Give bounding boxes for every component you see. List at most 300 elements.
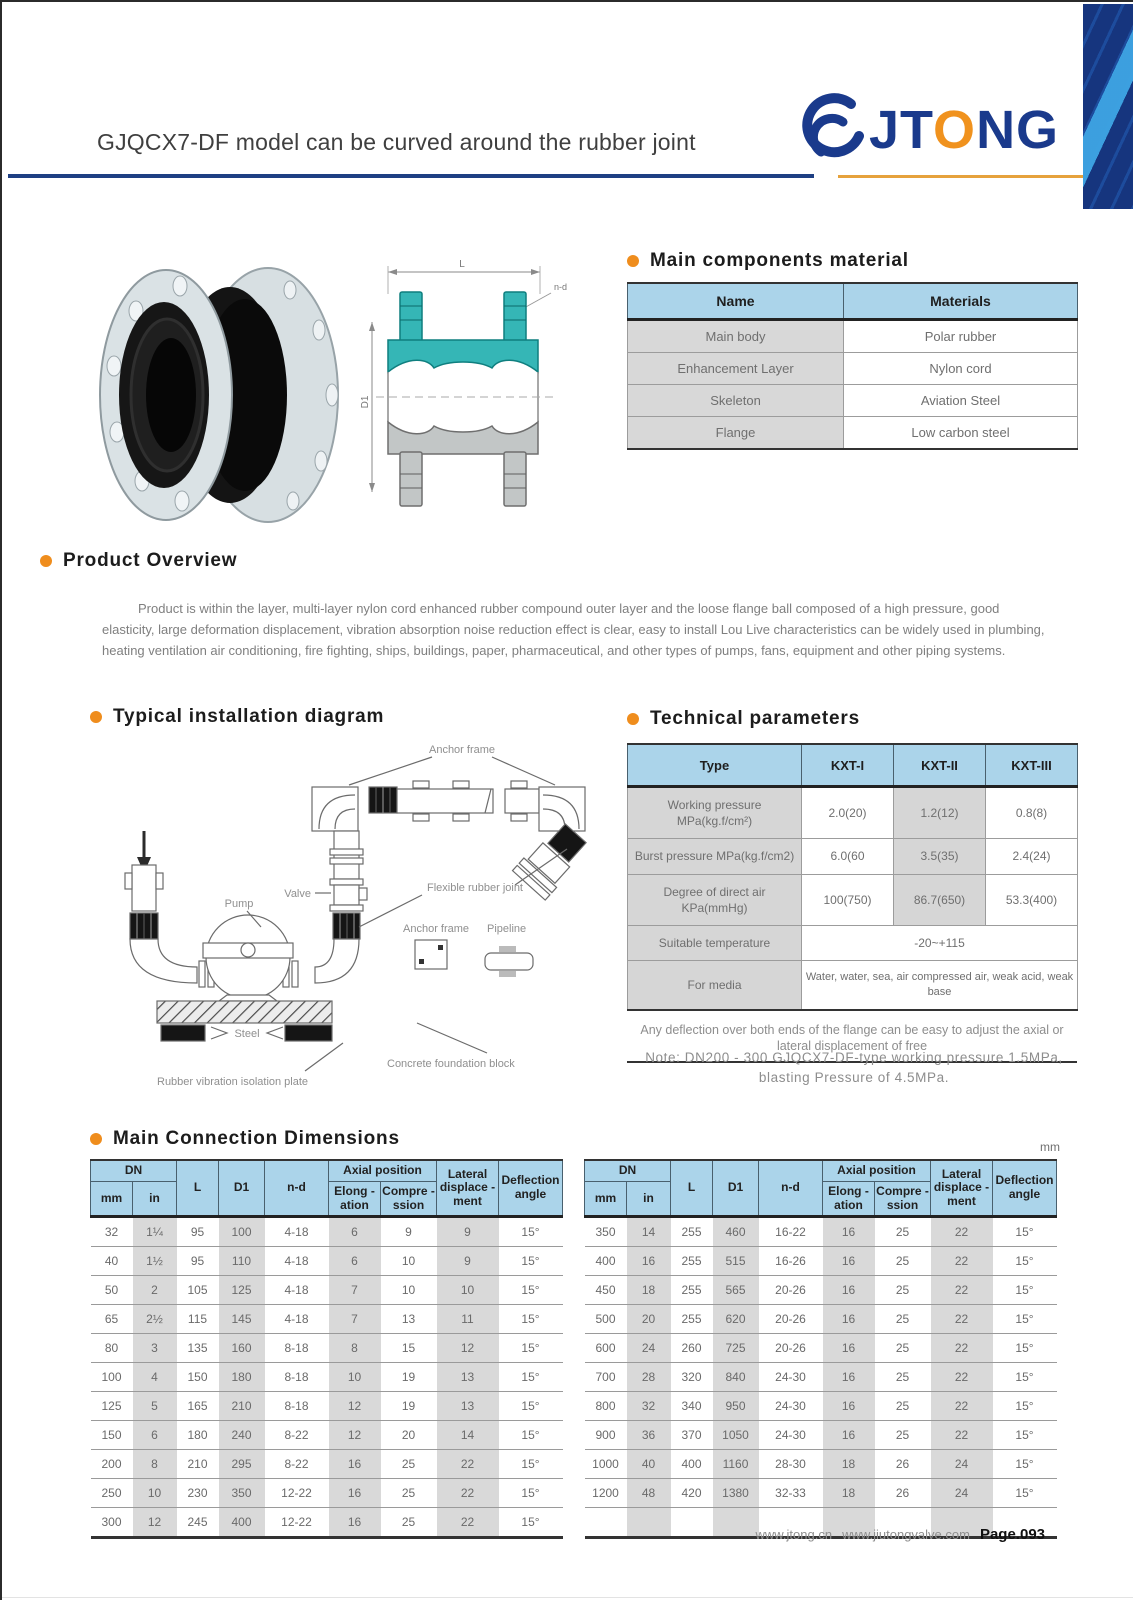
table-cell: 350 [219,1479,265,1508]
table-cell: 3 [133,1334,177,1363]
table-row [91,1305,563,1334]
table-cell: 4-18 [265,1276,329,1305]
footer-url-jtong: www.jtong.cn [755,1527,833,1542]
table-cell: 19 [381,1363,437,1392]
col-nd: n-d [265,1160,329,1217]
table-row [628,961,1078,1010]
materials-section [627,250,1077,450]
overview-heading [40,550,1052,572]
brand-logo [795,90,1059,170]
table-cell: Aviation Steel [844,385,1078,417]
table-cell: 15 [381,1334,437,1363]
table-cell: 25 [875,1421,931,1450]
table-cell: 230 [177,1479,219,1508]
table-cell: 11 [437,1305,499,1334]
table-cell: 28-30 [759,1450,823,1479]
table-cell: 15° [499,1450,563,1479]
table-cell: 100 [219,1217,265,1247]
table-cell: Skeleton [628,385,844,417]
table-row [91,1247,563,1276]
table-row [628,839,1078,874]
col-compression: Compre -ssion [875,1181,931,1217]
table-cell: 950 [713,1392,759,1421]
table-cell: 16 [823,1334,875,1363]
table-cell: 250 [91,1479,133,1508]
table-cell: 4-18 [265,1247,329,1276]
table-cell: 25 [875,1305,931,1334]
col-mm: mm [585,1181,627,1217]
table-cell: 1050 [713,1421,759,1450]
page-title: GJQCX7-DF model can be curved around the rubber joint [97,129,696,155]
table-cell: 24 [627,1334,671,1363]
table-cell: 15° [993,1479,1057,1508]
table-cell: 8-18 [265,1334,329,1363]
table-header-row [91,1160,563,1181]
param-value: 3.5(35) [894,839,986,874]
dimensions-table-left [90,1159,563,1539]
col-kxt3: KXT-III [986,744,1078,787]
section-bullet-icon [90,1133,102,1145]
table-header-row [585,1160,1057,1181]
table-cell: 15° [499,1217,563,1247]
col-in: in [627,1181,671,1217]
table-cell: 9 [381,1217,437,1247]
table-row [91,1421,563,1450]
col-deflection: Deflection angle [993,1160,1057,1217]
table-cell: 26 [875,1450,931,1479]
table-cell: 16 [329,1479,381,1508]
table-cell: 1000 [585,1450,627,1479]
col-lateral: Lateral displace -ment [931,1160,993,1217]
installation-heading [90,706,384,728]
table-header-row [628,283,1078,320]
table-cell: 9 [437,1247,499,1276]
table-cell: 15° [993,1217,1057,1247]
table-cell: 65 [91,1305,133,1334]
table-cell: 95 [177,1247,219,1276]
col-mm: mm [91,1181,133,1217]
table-cell: 4-18 [265,1305,329,1334]
table-cell: 10 [381,1276,437,1305]
table-cell: 4 [133,1363,177,1392]
table-cell: 15° [993,1276,1057,1305]
table-cell: 8 [329,1334,381,1363]
table-cell: 4-18 [265,1217,329,1247]
table-row [91,1450,563,1479]
section-bullet-icon [627,713,639,725]
table-cell: 10 [133,1479,177,1508]
table-cell: 40 [91,1247,133,1276]
table-cell: 13 [437,1363,499,1392]
product-photo [90,254,342,536]
table-cell: 8-22 [265,1450,329,1479]
dim-label-nd: n-d [554,282,568,292]
table-cell: 10 [329,1363,381,1392]
label-rubber-plate: Rubber vibration isolation plate [157,1076,309,1088]
table-cell: 125 [91,1392,133,1421]
table-cell: 32-33 [759,1479,823,1508]
table-cell: 15° [993,1334,1057,1363]
table-row [91,1392,563,1421]
col-name: Name [628,283,844,320]
table-cell: 14 [627,1217,671,1247]
param-label: For media [628,961,802,1010]
table-cell: 295 [219,1450,265,1479]
dimensions-table-right [584,1159,1057,1539]
label-anchor-frame: Anchor frame [403,923,470,935]
table-cell: 115 [177,1305,219,1334]
table-cell: 8-18 [265,1392,329,1421]
table-row [91,1217,563,1247]
table-cell: 15° [499,1479,563,1508]
table-cell: 15° [993,1247,1057,1276]
table-cell: 13 [437,1392,499,1421]
label-valve: Valve [284,888,311,900]
table-cell: 500 [585,1305,627,1334]
table-cell: 700 [585,1363,627,1392]
col-elongation: Elong -ation [823,1181,875,1217]
label-anchor-frame-top: Anchor frame [428,744,496,756]
table-cell: 25 [875,1276,931,1305]
table-cell: 20 [627,1305,671,1334]
table-cell: 240 [219,1421,265,1450]
table-cell: 24-30 [759,1363,823,1392]
label-pipeline: Pipeline [487,923,527,935]
header-rule-blue [8,174,814,178]
table-cell [713,1508,759,1538]
table-cell: 18 [627,1276,671,1305]
section-bullet-icon [40,555,52,567]
table-cell: 200 [91,1450,133,1479]
table-cell: 1¼ [133,1217,177,1247]
table-row [91,1334,563,1363]
table-cell: 28 [627,1363,671,1392]
table-cell: 150 [91,1421,133,1450]
table-row [628,925,1078,960]
table-cell: 24-30 [759,1392,823,1421]
table-cell: Low carbon steel [844,417,1078,450]
table-cell: 22 [931,1305,993,1334]
table-cell: 840 [713,1363,759,1392]
table-cell: 15° [499,1305,563,1334]
table-cell: 8-22 [265,1421,329,1450]
table-cell: 24 [931,1450,993,1479]
table-cell: 340 [671,1392,713,1421]
table-cell: Main body [628,320,844,353]
table-cell: 22 [931,1421,993,1450]
table-row [585,1217,1057,1247]
overview-paragraph: Product is within the layer, multi-layer nylon cord enhanced rubber compound outer layer and the loose flange ball composed of a high pressure, good elasticity, large deformation displacement, vibration absorption noise reduction effect is clear, easy to install Lou Live characteristics can be widely used in plumbing, heating ventilation air conditioning, fire fighting, ships, buildings, paper, pharmaceutical, and other types of pumps, fans, equipment and other piping systems. [102,601,1045,659]
col-kxt1: KXT-I [802,744,894,787]
col-kxt2: KXT-II [894,744,986,787]
table-row [91,1276,563,1305]
param-label: Burst pressure MPa(kg.f/cm2) [628,839,802,874]
table-row [585,1334,1057,1363]
table-cell: 20-26 [759,1276,823,1305]
unit-label: mm [1040,1140,1060,1154]
section-drawing [358,252,570,542]
label-concrete: Concrete foundation block [387,1058,515,1070]
table-cell: 15° [993,1363,1057,1392]
col-deflection: Deflection angle [499,1160,563,1217]
table-cell: 400 [585,1247,627,1276]
technical-table [627,743,1078,1011]
table-cell: 15° [499,1363,563,1392]
table-cell: 12 [329,1421,381,1450]
table-cell: 22 [931,1217,993,1247]
table-cell: 165 [177,1392,219,1421]
col-axial: Axial position [329,1160,437,1181]
table-cell: Flange [628,417,844,450]
table-cell: 105 [177,1276,219,1305]
table-cell: 25 [875,1363,931,1392]
table-cell: 135 [177,1334,219,1363]
table-cell: 12-22 [265,1508,329,1538]
table-cell: 16 [823,1421,875,1450]
table-cell: 24 [931,1479,993,1508]
materials-heading [627,250,1077,272]
table-cell: 18 [823,1479,875,1508]
table-cell: 565 [713,1276,759,1305]
table-cell: 350 [585,1217,627,1247]
table-row [628,417,1078,450]
label-steel: Steel [234,1028,260,1040]
table-cell: 15° [499,1421,563,1450]
table-cell: 26 [875,1479,931,1508]
col-axial: Axial position [823,1160,931,1181]
table-cell: 80 [91,1334,133,1363]
col-compression: Compre -ssion [381,1181,437,1217]
table-cell: 260 [671,1334,713,1363]
table-row [628,353,1078,385]
param-value: Water, water, sea, air compressed air, weak acid, weak base [802,961,1078,1010]
table-cell: 16 [823,1305,875,1334]
table-cell: 5 [133,1392,177,1421]
param-value: 2.4(24) [986,839,1078,874]
table-cell: 8-18 [265,1363,329,1392]
technical-heading-label: Technical parameters [650,708,860,729]
param-value: 100(750) [802,874,894,925]
table-cell: 19 [381,1392,437,1421]
table-cell: 15° [993,1392,1057,1421]
table-cell: 22 [931,1363,993,1392]
table-cell: 12 [437,1334,499,1363]
table-cell: 16 [329,1508,381,1538]
dimension-tables [90,1159,1057,1539]
param-label: Working pressure MPa(kg.f/cm²) [628,787,802,839]
logo-swirl-icon [795,90,869,170]
param-label: Degree of direct air KPa(mmHg) [628,874,802,925]
table-cell: 245 [177,1508,219,1538]
table-cell: 16-22 [759,1217,823,1247]
col-l: L [177,1160,219,1217]
section-bullet-icon [90,711,102,723]
table-cell: 320 [671,1363,713,1392]
dimensions-heading [90,1128,400,1150]
table-cell: 32 [91,1217,133,1247]
technical-heading [627,708,1077,730]
table-row [628,320,1078,353]
col-d1: D1 [219,1160,265,1217]
table-cell: 180 [177,1421,219,1450]
table-cell: 18 [823,1450,875,1479]
table-cell: 725 [713,1334,759,1363]
overview-section [40,550,1052,661]
table-cell: 13 [381,1305,437,1334]
col-dn: DN [91,1160,177,1181]
table-cell: 370 [671,1421,713,1450]
table-cell: 800 [585,1392,627,1421]
col-materials: Materials [844,283,1078,320]
table-cell: 255 [671,1276,713,1305]
table-cell: 16 [627,1247,671,1276]
table-cell: 25 [875,1392,931,1421]
param-value: 6.0(60 [802,839,894,874]
param-value: 0.8(8) [986,787,1078,839]
table-cell: 12-22 [265,1479,329,1508]
table-cell: 95 [177,1217,219,1247]
table-cell: 15° [499,1508,563,1538]
table-cell: 515 [713,1247,759,1276]
param-label: Suitable temperature [628,925,802,960]
table-row [91,1508,563,1538]
col-in: in [133,1181,177,1217]
table-cell: 48 [627,1479,671,1508]
table-cell: 12 [133,1508,177,1538]
table-cell: 15° [499,1334,563,1363]
table-cell: 110 [219,1247,265,1276]
table-cell: 16 [823,1217,875,1247]
param-value: 86.7(650) [894,874,986,925]
table-cell [671,1508,713,1538]
table-cell: 10 [437,1276,499,1305]
table-row [585,1305,1057,1334]
table-cell: 25 [875,1334,931,1363]
table-cell: 255 [671,1305,713,1334]
table-cell: 125 [219,1276,265,1305]
dimensions-heading-label: Main Connection Dimensions [113,1128,400,1149]
table-cell: 8 [133,1450,177,1479]
table-cell: 40 [627,1450,671,1479]
table-row [585,1392,1057,1421]
dim-label-d1: D1 [360,395,371,409]
table-cell: 50 [91,1276,133,1305]
table-cell: 25 [875,1217,931,1247]
table-cell: 15° [499,1392,563,1421]
table-cell: 20-26 [759,1334,823,1363]
table-row [585,1421,1057,1450]
table-cell: 1½ [133,1247,177,1276]
table-cell: 1160 [713,1450,759,1479]
param-value: 2.0(20) [802,787,894,839]
table-cell: 22 [931,1392,993,1421]
table-cell: 145 [219,1305,265,1334]
table-row [585,1479,1057,1508]
table-cell: 25 [875,1247,931,1276]
label-flexible-rubber-joint: Flexible rubber joint [427,882,523,894]
table-cell: 2 [133,1276,177,1305]
table-cell: 15° [499,1247,563,1276]
header-rule-orange [838,175,1083,178]
table-cell: 600 [585,1334,627,1363]
col-d1: D1 [713,1160,759,1217]
table-row [585,1363,1057,1392]
param-value: 53.3(400) [986,874,1078,925]
table-cell: 6 [133,1421,177,1450]
table-row [585,1450,1057,1479]
table-cell: 150 [177,1363,219,1392]
table-cell: 15° [993,1450,1057,1479]
table-row [628,787,1078,839]
table-cell: 180 [219,1363,265,1392]
col-l: L [671,1160,713,1217]
label-pump: Pump [224,898,254,910]
table-cell: 14 [437,1421,499,1450]
table-cell: 16 [823,1392,875,1421]
overview-heading-label: Product Overview [63,550,238,571]
table-cell: 300 [91,1508,133,1538]
materials-table [627,282,1078,450]
table-cell: 20-26 [759,1305,823,1334]
table-cell: 100 [91,1363,133,1392]
table-cell: 2½ [133,1305,177,1334]
table-cell: 210 [177,1450,219,1479]
table-cell: 22 [437,1479,499,1508]
table-cell: 460 [713,1217,759,1247]
table-cell: Enhancement Layer [628,353,844,385]
table-cell: 22 [931,1276,993,1305]
table-cell: 400 [219,1508,265,1538]
col-lateral: Lateral displace -ment [437,1160,499,1217]
table-cell: 25 [381,1479,437,1508]
table-cell: 24-30 [759,1421,823,1450]
table-cell [627,1508,671,1538]
table-cell: 9 [437,1217,499,1247]
page-footer [755,1526,1045,1543]
installation-diagram [87,735,627,1091]
table-row [628,874,1078,925]
table-cell: 210 [219,1392,265,1421]
logo-jt: JT [869,100,934,160]
table-cell: 12 [329,1392,381,1421]
table-cell: 450 [585,1276,627,1305]
table-cell: 32 [627,1392,671,1421]
bottom-divider [2,1597,1133,1598]
table-cell: 255 [671,1247,713,1276]
table-cell: 6 [329,1247,381,1276]
technical-footnote: Any deflection over both ends of the flange can be easy to adjust the axial or lateral displacement of free [640,1022,1064,1054]
note-text: Note: DN200 - 300 GJQCX7-DF-type working pressure 1.5MPa, blasting Pressure of 4.5MPa. [645,1050,1063,1086]
table-cell: 7 [329,1276,381,1305]
table-cell: 900 [585,1421,627,1450]
page-number: Page.093 [979,1526,1045,1543]
table-cell: 16 [329,1450,381,1479]
installation-heading-label: Typical installation diagram [113,706,385,727]
table-row [585,1247,1057,1276]
table-cell: 15° [993,1421,1057,1450]
table-cell: 20 [381,1421,437,1450]
table-cell: Polar rubber [844,320,1078,353]
table-cell: 10 [381,1247,437,1276]
table-cell: 16-26 [759,1247,823,1276]
col-dn: DN [585,1160,671,1181]
col-type: Type [628,744,802,787]
table-cell: 22 [931,1334,993,1363]
param-value: 1.2(12) [894,787,986,839]
table-row [91,1479,563,1508]
table-cell: 15° [993,1305,1057,1334]
installation-section [90,706,384,728]
